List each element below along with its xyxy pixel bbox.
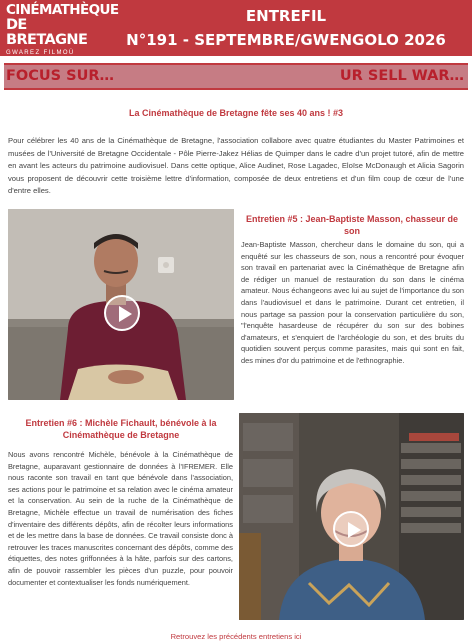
interview-5-text: Jean-Baptiste Masson, chercheur dans le domaine du son, qui a enquêté sur les chasseurs de son, nous a rencontré pour évoquer son travail en partenariat avec la Cinémathèque de Bretagne afin de rédiger un manuel de restauration du son dans le cinéma amateur. Nous échangeons avec lui au sujet de l'importance du son dans l'audiovisuel et dans le patrimoine. Durant cet entretien, il nous partage sa passion pour la conservation particulière du son, "l'enquête hasardeuse de récupérer du son sur des bobines d'amateurs, et s'enquiert de l'archéologie du son, et des bruits du quotidien souvent perçus comme parasites, mais qui sont en fait, des mines d'or du patrimoine et de l'ethnographie. bbox=[241, 240, 464, 365]
video-thumbnail-interview-5[interactable] bbox=[8, 209, 234, 400]
interview-6-title[interactable]: Entretien #6 : Michèle Fichault, bénévole à la Cinémathèque de Bretagne bbox=[25, 418, 217, 440]
intro-paragraph: Pour célébrer les 40 ans de la Cinémathèque de Bretagne, l'association collabore avec quatre étudiantes du Master Patrimoines et musées de l'Université de Bretagne Occidentale - Pôle Pierre-Jakez Hélias de Quimper dans le cadre d'un projet tutoré, afin de mettre en avant les acteurs du patrimoine audiovisuel. Dans cette optique, Alice Audinet, Rose Lagadec, Eloïse McDonaugh et Alicia Sagorin vous proposent de découvrir cette troisième lettre d'information, composée de deux entretiens et d'un film coup de cœur de l'une d'entre elles. bbox=[8, 136, 464, 195]
logo-line-4: BRITTANY FILM ARCHIVE bbox=[6, 57, 84, 62]
interview-6-text: Nous avons rencontré Michèle, bénévole à la Cinémathèque de Bretagne, auparavant gestionnaire de données à l'IFREMER. Elle nous raconte son travail en tant que bénévole dans l'association, ses actions pour le patrimoine et sa relation avec le cinéma amateur et la conservation. Au sein de la ruche de la Cinémathèque de Bretagne, Michèle effectue un travail de numérisation des fiches d'inventaire des différents dépôts, afin de récolter leurs informations et de les mettre dans la base de données. Ce travail consiste donc à retrouver les traces manuscrites concernant des dépôts, comme des étiquettes, des notes griffonnées à la hâte, parfois sur des cartons, afin de pouvoir rassembler les pièces d'un puzzle, pour pouvoir documenter et contextualiser les fonds numériquement. bbox=[8, 450, 233, 587]
focus-banner bbox=[4, 63, 468, 90]
cinematheque-logo[interactable] bbox=[6, 2, 119, 63]
logo-line-2: DE BRETAGNE bbox=[6, 17, 88, 48]
newsletter-name: ENTREFIL bbox=[245, 7, 327, 25]
section-title: La Cinémathèque de Bretagne fête ses 40 ans ! #3 bbox=[128, 108, 344, 118]
logo-line-3: GWAREZ FILMOÙ bbox=[6, 50, 75, 56]
video-thumbnail-interview-6[interactable] bbox=[239, 413, 464, 620]
play-icon[interactable] bbox=[104, 295, 140, 331]
logo-line-1: CINÉMATHÈQUE bbox=[6, 2, 119, 18]
banner-label-fr: FOCUS SUR… bbox=[6, 68, 115, 84]
banner-label-br: UR SELL WAR… bbox=[339, 68, 464, 84]
newsletter-header bbox=[0, 0, 472, 62]
issue-title: N°191 - SEPTEMBRE/GWENGOLO 2026 bbox=[126, 31, 446, 49]
previous-interviews-link[interactable]: Retrouvez les précédents entretiens ici bbox=[170, 632, 302, 641]
play-icon[interactable] bbox=[333, 511, 369, 547]
interview-5-title[interactable]: Entretien #5 : Jean-Baptiste Masson, chasseur de son bbox=[245, 214, 459, 236]
